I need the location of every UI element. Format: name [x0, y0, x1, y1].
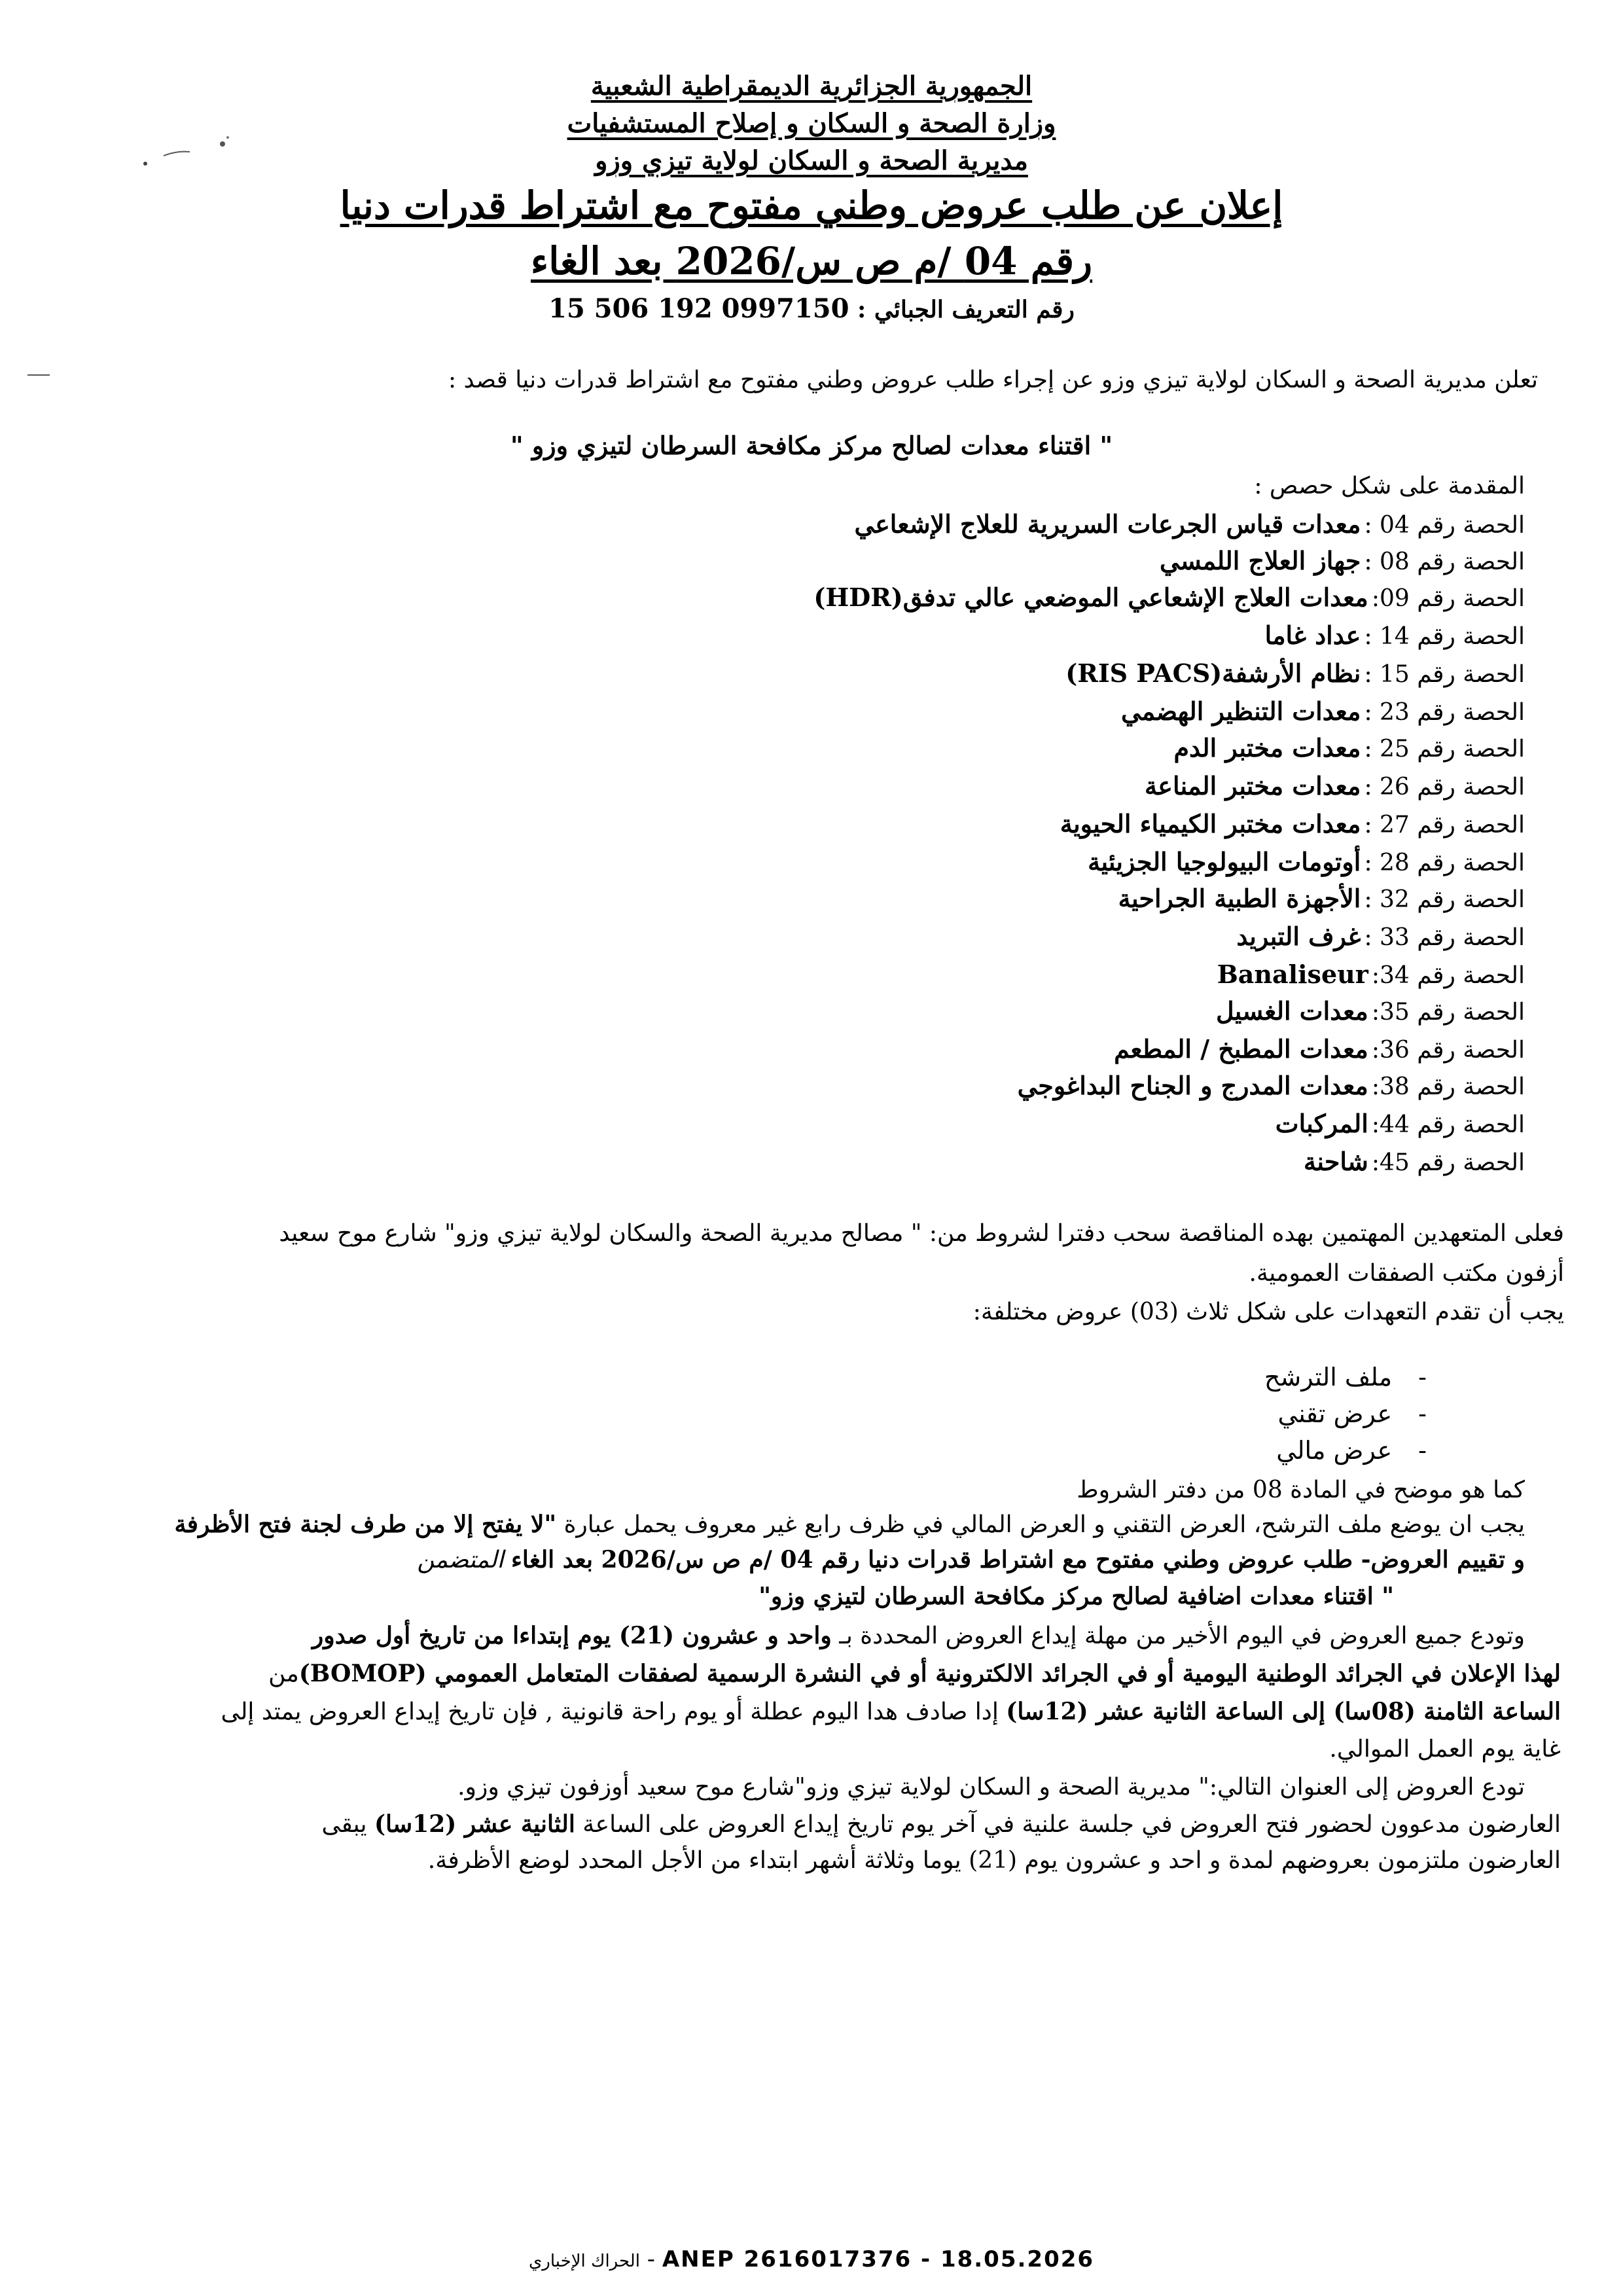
lot-item: الحصة رقم 44: المركبات [1275, 1109, 1525, 1138]
envelope-line1: يجب ان يوضع ملف الترشح، العرض التقني و العرض المالي في ظرف رابع غير معروف يحمل عبارة "لا يفتح إلا من طرف لجنة فتح الأظرفة [174, 1511, 1525, 1538]
tax-id [0, 293, 1623, 324]
lot-item: الحصة رقم 45: شاحنة [1304, 1147, 1525, 1176]
lot-item: الحصة رقم 08 : جهاز العلاج اللمسي [1160, 546, 1525, 575]
anep-reference: ANEP 2616017376 - 18.05.2026 [662, 2246, 1095, 2272]
offers-intro: يجب أن تقدم التعهدات على شكل ثلاث (03) عروض مختلفة: [972, 1299, 1564, 1325]
address-line: تودع العروض إلى العنوان التالي:" مديرية الصحة و السكان لولاية تيزي وزو"شارع موح سعيد أوزفون تيزي وزو. [457, 1774, 1525, 1801]
directorate-name: مديرية الصحة و السكان لولاية تيزي وزو [595, 145, 1028, 176]
ministry-name: وزارة الصحة و السكان و إصلاح المستشفيات [567, 108, 1056, 139]
offer-item: -عرض مالي [1276, 1436, 1427, 1465]
lot-item: الحصة رقم 33 : غرف التبريد [1236, 922, 1525, 951]
lot-item: الحصة رقم 23 : معدات التنظير الهضمي [1121, 696, 1525, 726]
lot-item: الحصة رقم 32 : الأجهزة الطبية الجراحية [1118, 884, 1525, 913]
scan-mark [26, 372, 52, 378]
lot-item: الحصة رقم 26 : معدات مختبر المناعة [1144, 771, 1525, 800]
subject-line: " اقتناء معدات لصالح مركز مكافحة السرطان لتيزي وزو " [510, 431, 1113, 460]
lot-item: الحصة رقم 14 : عداد غاما [1264, 620, 1525, 650]
lot-item: الحصة رقم 38: معدات المدرج و الجناح البداغوجي [1017, 1071, 1525, 1100]
announcement-title: إعلان عن طلب عروض وطني مفتوح مع اشتراط قدرات دنيا [340, 183, 1283, 228]
withdraw-line1: فعلى المتعهدين المهتمين بهده المناقصة سحب دفترا لشروط من: " مصالح مديرية الصحة والسكان لولاية تيزي وزو" شارع موح سعيد [279, 1220, 1564, 1247]
tax-id-label: رقم التعريف الجبائي : [857, 296, 1075, 323]
lot-item: الحصة رقم 04 : معدات قياس الجرعات السريرية للعلاج الإشعاعي [854, 509, 1525, 539]
lots-intro: المقدمة على شكل حصص : [1254, 473, 1525, 499]
envelope-line2: و تقييم العروض- طلب عروض وطني مفتوح مع اشتراط قدرات دنيا رقم 04 /م ص س/2026 بعد الغاء المتضمن [417, 1546, 1525, 1573]
deposit-line3: الساعة الثامنة (08سا) إلى الساعة الثانية عشر (12سا) إدا صادف هدا اليوم عطلة أو يوم راحة قانونية , فإن تاريخ إيداع العروض يمتد إلى [221, 1698, 1561, 1725]
lot-item: الحصة رقم 15 : نظام الأرشفة(RIS PACS) [1065, 658, 1525, 688]
tax-id-value: 0997150 192 506 15 [548, 293, 849, 324]
offer-item: -ملف الترشح [1264, 1363, 1427, 1391]
lot-item: الحصة رقم 28 : أوتومات البيولوجيا الجزيئية [1088, 847, 1525, 876]
opening-line2: العارضون ملتزمون بعروضهم لمدة و احد و عشرون يوم (21) يوما وثلاثة أشهر ابتداء من الأجل المحدد لوضع الأظرفة. [427, 1847, 1561, 1874]
envelope-line3: " اقتناء معدات اضافية لصالح مركز مكافحة السرطان لتيزي وزو" [758, 1583, 1394, 1610]
intro-text: تعلن مديرية الصحة و السكان لولاية تيزي وزو عن إجراء طلب عروض وطني مفتوح مع اشتراط قدرات دنيا قصد : [448, 367, 1538, 393]
lot-item: الحصة رقم 36: معدات المطبخ / المطعم [1114, 1034, 1525, 1064]
lot-item: الحصة رقم 35: معدات الغسيل [1215, 996, 1525, 1026]
lot-item: الحصة رقم 09: معدات العلاج الإشعاعي الموضعي عالي تدفق(HDR) [813, 583, 1525, 612]
publication-footer: الحراك الإخباري - ANEP 2616017376 - 18.05.2026 [528, 2246, 1095, 2272]
article-reference: كما هو موضح في المادة 08 من دفتر الشروط [1077, 1477, 1525, 1503]
republic-name: الجمهورية الجزائرية الديمقراطية الشعبية [590, 71, 1033, 101]
lot-item: الحصة رقم 25 : معدات مختبر الدم [1173, 733, 1525, 762]
deposit-line2: لهذا الإعلان في الجرائد الوطنية اليومية أو في الجرائد الالكترونية أو في النشرة الرسمية لصفقات المتعامل العمومي (BOMOP)من [268, 1660, 1561, 1687]
withdraw-line2: أزفون مكتب الصفقات العمومية. [1249, 1260, 1564, 1287]
lot-item: الحصة رقم 34: Banaliseur [1217, 960, 1525, 989]
deposit-line1: وتودع جميع العروض في اليوم الأخير من مهلة إيداع العروض المحددة بـ واحد و عشرون (21) يوم إبتداءا من تاريخ أول صدور [312, 1622, 1525, 1649]
publication-name: الحراك الإخباري [528, 2251, 640, 2271]
opening-line1: العارضون مدعوون لحضور فتح العروض في جلسة علنية في آخر يوم تاريخ إيداع العروض على الساعة الثانية عشر (12سا) يبقى [321, 1810, 1561, 1838]
offer-item: -عرض تقني [1277, 1399, 1427, 1428]
announcement-number: رقم 04 /م ص س/2026 بعد الغاء [530, 239, 1093, 283]
lot-item: الحصة رقم 27 : معدات مختبر الكيمياء الحيوية [1060, 809, 1525, 838]
deposit-line4: غاية يوم العمل الموالي. [1329, 1736, 1561, 1763]
